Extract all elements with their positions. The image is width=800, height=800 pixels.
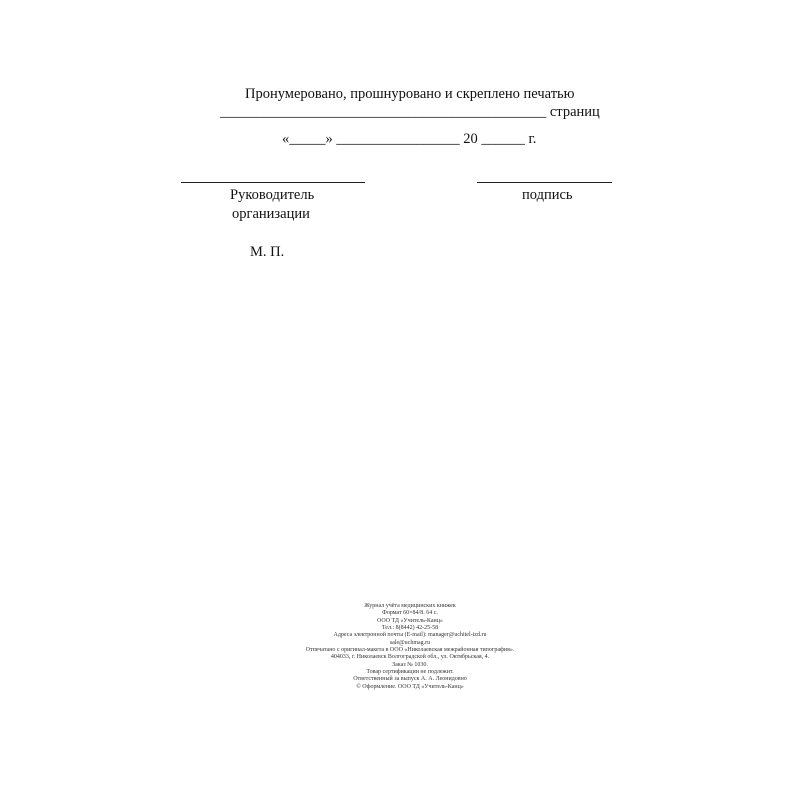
imprint-line: 404033, г. Николаевск Волгоградской обл., ул. Октябрьская, 4. (330, 654, 490, 661)
pages-count-line: _____________________________________________ страниц (220, 104, 600, 120)
head-label: Руководитель (230, 187, 315, 203)
imprint-line: Заказ № 1030. (392, 661, 428, 668)
date-line: «_____» _________________ 20 ______ г. (282, 131, 537, 147)
imprint-line: Формат 60×84/8. 64 с. (382, 610, 438, 617)
imprint-line: Тел.: 8(8442) 42-25-58 (381, 625, 439, 632)
imprint-line: Журнал учёта медицинских книжек (364, 603, 456, 609)
certification-heading: Пронумеровано, прошнуровано и скреплено печатью (245, 86, 575, 102)
signature-label: подпись (522, 187, 573, 203)
imprint-line: ООО ТД «Учитель-Канц» (377, 617, 443, 624)
imprint-line: Отпечатано с оригинал-макета в ООО «Николаевская межрайонная типография». (305, 647, 515, 654)
stamp-place: М. П. (250, 244, 285, 260)
signature-line (477, 182, 612, 183)
publisher-imprint (250, 603, 570, 691)
imprint-line: Адреса электронной почты (E-mail): manager@uchitel-izd.ru (333, 632, 487, 639)
head-signature-line (181, 182, 365, 183)
imprint-line: sale@uchmag.ru (389, 639, 431, 646)
imprint-line: © Оформление. ООО ТД «Учитель-Канц» (356, 683, 464, 690)
imprint-line: Ответственный за выпуск А. А. Леонидовно (353, 676, 467, 683)
organization-label: организации (232, 206, 310, 222)
imprint-line: Товар сертификации не подлежит. (366, 669, 454, 676)
